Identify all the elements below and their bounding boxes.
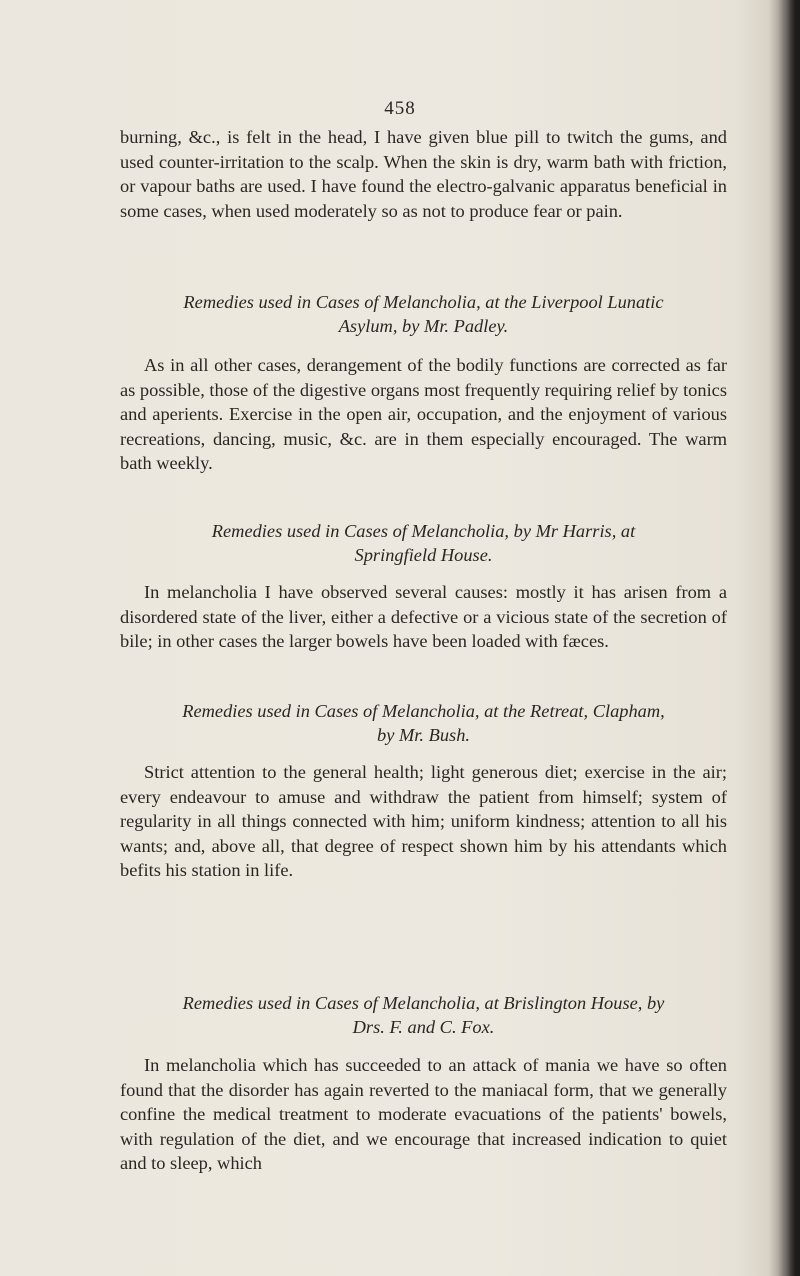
liverpool-paragraph: As in all other cases, derangement of the bodily functions are corrected as far as possible, those of the digestive organs most frequently requiring relief by tonics and aperients. Exercise in the open air, occupation, and the enjoyment of various recreations, dancing, music, &c. are in them especially encouraged. The warm bath weekly. <box>120 355 727 473</box>
page-number: 458 <box>384 98 416 119</box>
brislington-paragraph: In melancholia which has succeeded to an attack of mania we have so often found that the disorder has again reverted to the maniacal form, that we generally confine the medical treatment to moderate evacuations of the patients' bowels, with regulation of the diet, and we encourage that increased indication to quiet and to sleep, which <box>120 1055 727 1173</box>
heading-springfield <box>120 519 727 567</box>
section-liverpool <box>120 353 727 476</box>
heading-retreat-line2: by Mr. Bush. <box>377 725 470 745</box>
springfield-paragraph: In melancholia I have observed several causes: mostly it has arisen from a disordered state of the liver, either a defective or a vicious state of the secretion of bile; in other cases the larger bowels have been loaded with fæces. <box>120 582 727 651</box>
page-edge-shadow <box>778 0 800 1276</box>
heading-brislington-line1: Remedies used in Cases of Melancholia, at Brislington House, by <box>182 993 665 1013</box>
heading-liverpool-line1: Remedies used in Cases of Melancholia, at the Liverpool Lunatic <box>183 292 664 312</box>
heading-brislington <box>120 991 727 1039</box>
section-retreat <box>120 760 727 883</box>
section-brislington <box>120 1053 727 1176</box>
heading-brislington-line2: Drs. F. and C. Fox. <box>352 1017 495 1037</box>
heading-liverpool <box>120 290 727 338</box>
heading-springfield-line1: Remedies used in Cases of Melancholia, by Mr Harris, at <box>211 521 636 541</box>
section-springfield <box>120 580 727 654</box>
heading-springfield-line2: Springfield House. <box>354 545 493 565</box>
retreat-paragraph: Strict attention to the general health; light generous diet; exercise in the air; every endeavour to amuse and withdraw the patient from himself; system of regularity in all things connected with him; uniform kindness; attention to all his wants; and, above all, that degree of respect shown him by his attendants which befits his station in life. <box>120 762 727 880</box>
heading-retreat-line1: Remedies used in Cases of Melancholia, at the Retreat, Clapham, <box>182 701 665 721</box>
heading-liverpool-line2: Asylum, by Mr. Padley. <box>338 316 509 336</box>
heading-retreat <box>120 699 727 747</box>
section-intro <box>120 125 727 223</box>
intro-paragraph: burning, &c., is felt in the head, I have given blue pill to twitch the gums, and used counter-irritation to the scalp. When the skin is dry, warm bath with friction, or vapour baths are used. I have found the electro-galvanic apparatus beneficial in some cases, when used moderately so as not to produce fear or pain. <box>120 127 727 221</box>
